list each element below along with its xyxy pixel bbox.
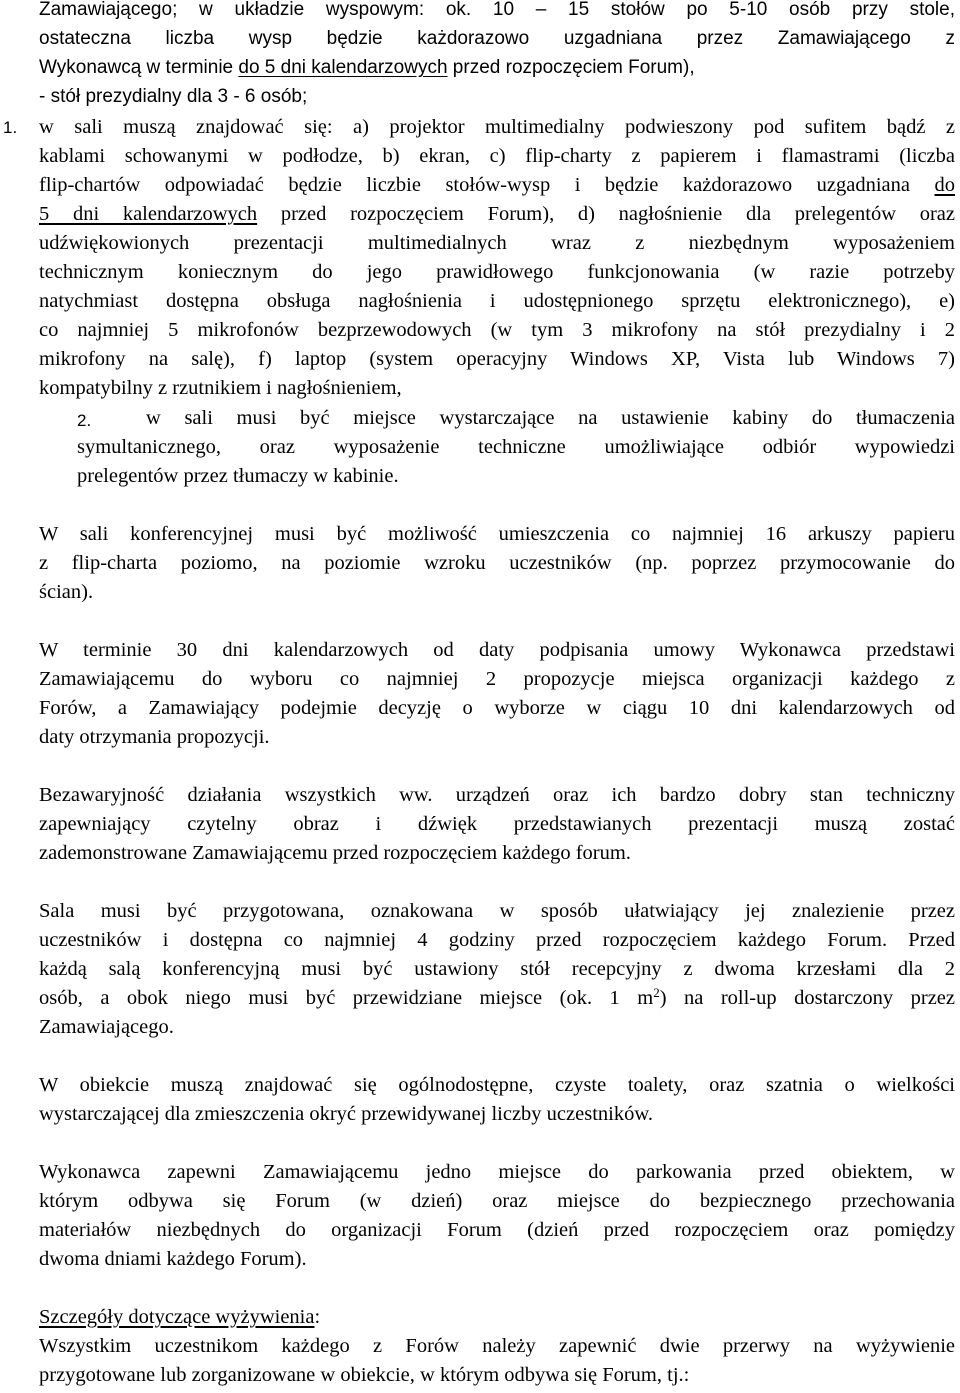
list-item-line: prelegentów przez tłumaczy w kabinie.	[77, 465, 399, 487]
list-number: 2.	[77, 411, 92, 430]
list-item-line: w sali musi być miejsce wystarczające na ustawienie kabiny do tłumaczenia	[146, 407, 955, 429]
paragraph-line: uczestników i dostępna co najmniej 4 godziny przed rozpoczęciem każdego Forum. Przed	[39, 929, 955, 951]
list-item-line: flip-chartów odpowiadać będzie liczbie stołów-wysp i będzie każdorazowo uzgadniana do	[39, 174, 955, 196]
intro-line: Zamawiającego; w układzie wyspowym: ok. 10 – 15 stołów po 5-10 osób przy stole,	[39, 0, 955, 20]
paragraph-line: daty otrzymania propozycji.	[39, 726, 270, 748]
superscript: 2	[653, 985, 660, 1000]
intro-line: Wykonawcą w terminie do 5 dni kalendarzowych przed rozpoczęciem Forum),	[39, 57, 695, 78]
paragraph-line: przygotowane lub zorganizowane w obiekcie, w którym odbywa się Forum, tj.:	[39, 1364, 690, 1386]
list-item-line: technicznym koniecznym do jego prawidłowego funkcjonowania (w razie potrzeby	[39, 261, 955, 283]
paragraph-line: W obiekcie muszą znajdować się ogólnodostępne, czyste toalety, oraz szatnia o wielkości	[39, 1074, 955, 1096]
paragraph-line: Zamawiającego.	[39, 1016, 174, 1038]
paragraph-line: zademonstrowane Zamawiającemu przed rozpoczęciem każdego forum.	[39, 842, 631, 864]
paragraph-line: każdą salą konferencyjną musi być ustawiony stół recepcyjny z dwoma krzesłami dla 2	[39, 958, 955, 980]
list-item-line: udźwiękowionych prezentacji multimedialnych wraz z niezbędnym wyposażeniem	[39, 232, 955, 254]
list-item-line: w sali muszą znajdować się: a) projektor multimedialny podwieszony pod sufitem bądź z	[39, 116, 955, 138]
paragraph-line: Sala musi być przygotowana, oznakowana w sposób ułatwiający jej znalezienie przez	[39, 900, 955, 922]
list-item-line: mikrofony na salę), f) laptop (system operacyjny Windows XP, Vista lub Windows 7)	[39, 348, 955, 370]
paragraph-line: wystarczającej dla zmieszczenia okryć przewidywanej liczby uczestników.	[39, 1103, 653, 1125]
paragraph-line: W terminie 30 dni kalendarzowych od daty podpisania umowy Wykonawca przedstawi	[39, 639, 955, 661]
paragraph-line: Zamawiającemu do wyboru co najmniej 2 propozycje miejsca organizacji każdego z	[39, 668, 955, 690]
list-item-line: kablami schowanymi w podłodze, b) ekran, c) flip-charty z papierem i flamastrami (liczba	[39, 145, 955, 167]
underlined-term: 5 dni kalendarzowych	[39, 203, 258, 225]
underlined-term: do	[934, 174, 955, 196]
section-heading: Szczegóły dotyczące wyżywienia:	[39, 1306, 321, 1328]
paragraph-line: W sali konferencyjnej musi być możliwość umieszczenia co najmniej 16 arkuszy papieru	[39, 523, 955, 545]
list-item-line: co najmniej 5 mikrofonów bezprzewodowych (w tym 3 mikrofony na stół prezydialny i 2	[39, 319, 955, 341]
paragraph-line: Wykonawca zapewni Zamawiającemu jedno miejsce do parkowania przed obiektem, w	[39, 1161, 955, 1183]
paragraph-line: dwoma dniami każdego Forum).	[39, 1248, 307, 1270]
paragraph-line: z flip-charta poziomo, na poziomie wzroku uczestników (np. poprzez przymocowanie do	[39, 552, 955, 574]
paragraph-line: osób, a obok niego musi być przewidziane miejsce (ok. 1 $m^2$) na roll-up dostarczony przez	[39, 985, 955, 1009]
intro-line: ostateczna liczba wysp będzie każdorazowo uzgadniana przez Zamawiającego z	[39, 28, 955, 49]
paragraph-line: materiałów niezbędnych do organizacji Forum (dzień przed rozpoczęciem oraz pomiędzy	[39, 1219, 955, 1241]
paragraph-line: zapewniający czytelny obraz i dźwięk przedstawianych prezentacji muszą zostać	[39, 813, 955, 835]
list-item-line: 5 dni kalendarzowych przed rozpoczęciem Forum), d) nagłośnienie dla prelegentów oraz	[39, 203, 955, 225]
list-item-line: natychmiast dostępna obsługa nagłośnienia i udostępnionego sprzętu elektronicznego), e)	[39, 290, 955, 312]
list-item-line: symultanicznego, oraz wyposażenie techniczne umożliwiające odbiór wypowiedzi	[77, 436, 955, 458]
intro-line: - stół prezydialny dla 3 - 6 osób;	[39, 86, 308, 107]
paragraph-line: którym odbywa się Forum (w dzień) oraz miejsce do bezpiecznego przechowania	[39, 1190, 955, 1212]
underlined-term: do 5 dni kalendarzowych	[238, 57, 448, 78]
paragraph-line: Forów, a Zamawiający podejmie decyzję o wyborze w ciągu 10 dni kalendarzowych od	[39, 697, 955, 719]
list-item-line: kompatybilny z rzutnikiem i nagłośnieniem,	[39, 377, 402, 399]
paragraph-line: ścian).	[39, 581, 94, 603]
list-number: 1.	[3, 118, 18, 137]
paragraph-line: Wszystkim uczestnikom każdego z Forów należy zapewnić dwie przerwy na wyżywienie	[39, 1335, 955, 1357]
paragraph-line: Bezawaryjność działania wszystkich ww. urządzeń oraz ich bardzo dobry stan techniczny	[39, 784, 955, 806]
